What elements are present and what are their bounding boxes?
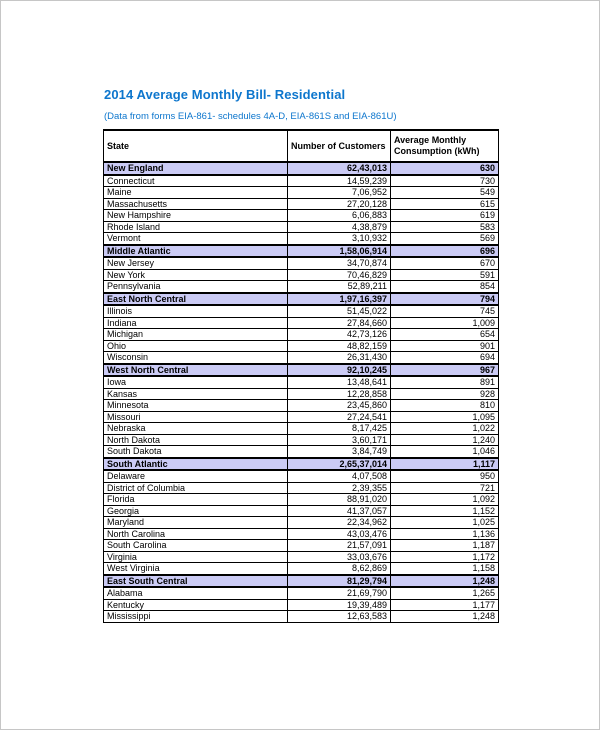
state-cell: Michigan <box>104 329 288 341</box>
state-row <box>104 233 499 245</box>
consumption-cell: 928 <box>391 388 499 400</box>
customers-cell: 43,03,476 <box>288 528 391 540</box>
state-row <box>104 257 499 269</box>
region-row <box>104 575 499 588</box>
state-cell: Maryland <box>104 517 288 529</box>
consumption-cell: 721 <box>391 482 499 494</box>
state-row <box>104 329 499 341</box>
customers-cell: 1,58,06,914 <box>288 245 391 258</box>
region-row <box>104 364 499 377</box>
state-cell: Illinois <box>104 305 288 317</box>
customers-cell: 1,97,16,397 <box>288 293 391 306</box>
state-row <box>104 528 499 540</box>
consumption-cell: 1,172 <box>391 551 499 563</box>
state-cell: Nebraska <box>104 423 288 435</box>
consumption-cell: 630 <box>391 162 499 175</box>
customers-cell: 4,38,879 <box>288 221 391 233</box>
state-cell: Virginia <box>104 551 288 563</box>
state-cell: Wisconsin <box>104 352 288 364</box>
state-row <box>104 210 499 222</box>
page-title: 2014 Average Monthly Bill- Residential <box>104 87 346 102</box>
state-cell: Indiana <box>104 317 288 329</box>
consumption-cell: 619 <box>391 210 499 222</box>
customers-cell: 6,06,883 <box>288 210 391 222</box>
customers-cell: 19,39,489 <box>288 599 391 611</box>
state-cell: Delaware <box>104 470 288 482</box>
customers-cell: 8,62,869 <box>288 563 391 575</box>
customers-cell: 27,84,660 <box>288 317 391 329</box>
state-cell: New Hampshire <box>104 210 288 222</box>
customers-cell: 88,91,020 <box>288 494 391 506</box>
table-header-row <box>104 130 499 162</box>
customers-cell: 8,17,425 <box>288 423 391 435</box>
consumption-cell: 1,092 <box>391 494 499 506</box>
consumption-cell: 1,046 <box>391 446 499 458</box>
consumption-cell: 901 <box>391 340 499 352</box>
state-row <box>104 198 499 210</box>
state-cell: Ohio <box>104 340 288 352</box>
customers-cell: 3,84,749 <box>288 446 391 458</box>
state-row <box>104 187 499 199</box>
state-cell: Minnesota <box>104 400 288 412</box>
state-cell: Middle Atlantic <box>104 245 288 258</box>
state-cell: Maine <box>104 187 288 199</box>
state-cell: Pennsylvania <box>104 281 288 293</box>
state-cell: North Carolina <box>104 528 288 540</box>
state-row <box>104 281 499 293</box>
state-cell: South Carolina <box>104 540 288 552</box>
consumption-cell: 1,158 <box>391 563 499 575</box>
consumption-cell: 810 <box>391 400 499 412</box>
consumption-cell: 654 <box>391 329 499 341</box>
state-row <box>104 388 499 400</box>
column-header-consumption: Average Monthly Consumption (kWh) <box>391 130 499 162</box>
state-cell: Kansas <box>104 388 288 400</box>
state-cell: Mississippi <box>104 611 288 623</box>
state-row <box>104 599 499 611</box>
state-cell: Connecticut <box>104 175 288 187</box>
consumption-cell: 569 <box>391 233 499 245</box>
state-row <box>104 400 499 412</box>
state-row <box>104 563 499 575</box>
state-row <box>104 551 499 563</box>
customers-cell: 7,06,952 <box>288 187 391 199</box>
table-header <box>104 130 499 162</box>
state-cell: South Dakota <box>104 446 288 458</box>
column-header-state: State <box>104 130 288 162</box>
customers-cell: 13,48,641 <box>288 376 391 388</box>
customers-cell: 3,10,932 <box>288 233 391 245</box>
state-cell: East North Central <box>104 293 288 306</box>
state-row <box>104 411 499 423</box>
customers-cell: 2,39,355 <box>288 482 391 494</box>
consumption-cell: 967 <box>391 364 499 377</box>
state-cell: New Jersey <box>104 257 288 269</box>
region-row <box>104 162 499 175</box>
state-cell: Iowa <box>104 376 288 388</box>
state-cell: North Dakota <box>104 434 288 446</box>
customers-cell: 23,45,860 <box>288 400 391 412</box>
document-content <box>103 87 499 623</box>
state-cell: West Virginia <box>104 563 288 575</box>
consumption-cell: 1,187 <box>391 540 499 552</box>
customers-cell: 27,24,541 <box>288 411 391 423</box>
region-row <box>104 293 499 306</box>
customers-cell: 51,45,022 <box>288 305 391 317</box>
consumption-cell: 1,265 <box>391 587 499 599</box>
consumption-cell: 1,117 <box>391 458 499 471</box>
state-cell: Georgia <box>104 505 288 517</box>
state-row <box>104 446 499 458</box>
state-cell: Massachusetts <box>104 198 288 210</box>
customers-cell: 21,57,091 <box>288 540 391 552</box>
customers-cell: 92,10,245 <box>288 364 391 377</box>
consumption-cell: 694 <box>391 352 499 364</box>
consumption-cell: 549 <box>391 187 499 199</box>
customers-cell: 12,63,583 <box>288 611 391 623</box>
consumption-cell: 730 <box>391 175 499 187</box>
state-cell: Vermont <box>104 233 288 245</box>
state-row <box>104 587 499 599</box>
state-cell: West North Central <box>104 364 288 377</box>
customers-cell: 62,43,013 <box>288 162 391 175</box>
state-cell: Rhode Island <box>104 221 288 233</box>
customers-cell: 27,20,128 <box>288 198 391 210</box>
consumption-cell: 1,152 <box>391 505 499 517</box>
table-body <box>104 162 499 622</box>
customers-cell: 2,65,37,014 <box>288 458 391 471</box>
state-row <box>104 517 499 529</box>
state-cell: South Atlantic <box>104 458 288 471</box>
state-row <box>104 221 499 233</box>
customers-cell: 12,28,858 <box>288 388 391 400</box>
customers-cell: 70,46,829 <box>288 269 391 281</box>
page-subtitle: (Data from forms EIA-861- schedules 4A-D, EIA-861S and EIA-861U) <box>104 111 397 122</box>
customers-cell: 48,82,159 <box>288 340 391 352</box>
customers-cell: 4,07,508 <box>288 470 391 482</box>
consumption-cell: 1,248 <box>391 575 499 588</box>
consumption-cell: 794 <box>391 293 499 306</box>
state-row <box>104 175 499 187</box>
state-row <box>104 423 499 435</box>
consumption-cell: 1,240 <box>391 434 499 446</box>
state-row <box>104 505 499 517</box>
state-row <box>104 611 499 623</box>
consumption-cell: 1,025 <box>391 517 499 529</box>
customers-cell: 21,69,790 <box>288 587 391 599</box>
customers-cell: 41,37,057 <box>288 505 391 517</box>
state-cell: Kentucky <box>104 599 288 611</box>
state-cell: Missouri <box>104 411 288 423</box>
consumption-cell: 854 <box>391 281 499 293</box>
customers-cell: 33,03,676 <box>288 551 391 563</box>
customers-cell: 26,31,430 <box>288 352 391 364</box>
state-row <box>104 317 499 329</box>
consumption-cell: 1,009 <box>391 317 499 329</box>
column-header-customers: Number of Customers <box>288 130 391 162</box>
customers-cell: 22,34,962 <box>288 517 391 529</box>
consumption-cell: 950 <box>391 470 499 482</box>
consumption-cell: 670 <box>391 257 499 269</box>
state-row <box>104 269 499 281</box>
state-cell: Florida <box>104 494 288 506</box>
state-cell: East South Central <box>104 575 288 588</box>
state-row <box>104 352 499 364</box>
state-row <box>104 482 499 494</box>
state-cell: New England <box>104 162 288 175</box>
consumption-cell: 1,095 <box>391 411 499 423</box>
region-row <box>104 245 499 258</box>
customers-cell: 14,59,239 <box>288 175 391 187</box>
consumption-cell: 1,248 <box>391 611 499 623</box>
state-cell: District of Columbia <box>104 482 288 494</box>
consumption-cell: 591 <box>391 269 499 281</box>
consumption-cell: 1,022 <box>391 423 499 435</box>
state-cell: Alabama <box>104 587 288 599</box>
consumption-cell: 615 <box>391 198 499 210</box>
consumption-cell: 891 <box>391 376 499 388</box>
consumption-cell: 1,136 <box>391 528 499 540</box>
state-row <box>104 376 499 388</box>
state-row <box>104 340 499 352</box>
residential-bill-table <box>103 129 499 623</box>
customers-cell: 52,89,211 <box>288 281 391 293</box>
state-row <box>104 494 499 506</box>
state-row <box>104 305 499 317</box>
customers-cell: 3,60,171 <box>288 434 391 446</box>
state-row <box>104 434 499 446</box>
customers-cell: 81,29,794 <box>288 575 391 588</box>
consumption-cell: 745 <box>391 305 499 317</box>
customers-cell: 42,73,126 <box>288 329 391 341</box>
consumption-cell: 1,177 <box>391 599 499 611</box>
region-row <box>104 458 499 471</box>
consumption-cell: 583 <box>391 221 499 233</box>
state-cell: New York <box>104 269 288 281</box>
customers-cell: 34,70,874 <box>288 257 391 269</box>
consumption-cell: 696 <box>391 245 499 258</box>
state-row <box>104 470 499 482</box>
state-row <box>104 540 499 552</box>
